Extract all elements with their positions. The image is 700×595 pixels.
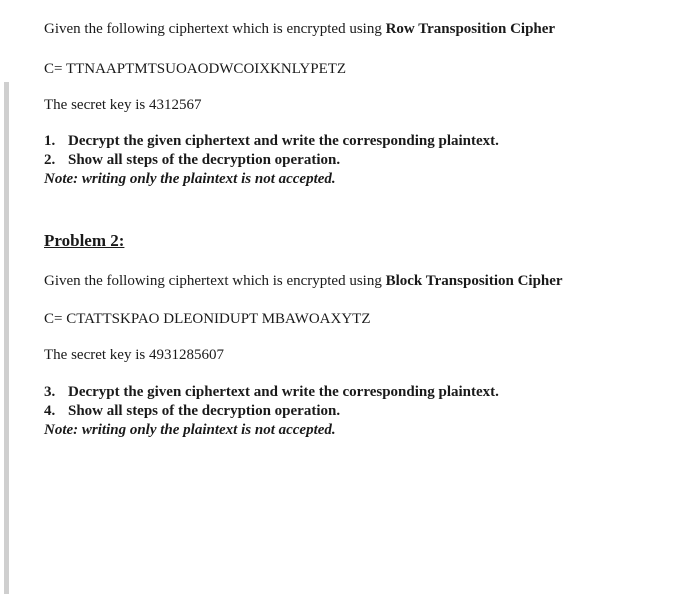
problem2-cipher-name: Block Transposition Cipher xyxy=(385,273,563,289)
problem1-ciphertext: C= TTNAAPTMTSUOAODWCOIXKNLYPETZ xyxy=(44,61,347,77)
item-text: Decrypt the given ciphertext and write the corresponding plaintext. xyxy=(68,384,499,400)
problem1-key: The secret key is 4312567 xyxy=(44,97,202,113)
problem2-intro xyxy=(44,273,563,290)
item-number: 1. xyxy=(44,133,56,149)
margin-bar xyxy=(4,82,9,594)
problem1-item-2 xyxy=(44,152,340,169)
problem1-note: Note: writing only the plaintext is not accepted. xyxy=(44,171,336,187)
problem2-key: The secret key is 4931285607 xyxy=(44,347,224,363)
problem2-note: Note: writing only the plaintext is not accepted. xyxy=(44,422,336,438)
problem2-item-4 xyxy=(44,403,340,420)
problem1-intro-text: Given the following ciphertext which is encrypted using xyxy=(44,21,386,37)
problem2-intro-text: Given the following ciphertext which is encrypted using xyxy=(44,273,386,289)
item-number: 3. xyxy=(44,384,56,400)
item-text: Decrypt the given ciphertext and write the corresponding plaintext. xyxy=(68,133,499,149)
item-number: 4. xyxy=(44,403,56,419)
item-text: Show all steps of the decryption operation. xyxy=(68,403,341,419)
problem1-cipher-name: Row Transposition Cipher xyxy=(385,21,556,37)
problem2-heading: Problem 2: xyxy=(44,231,125,250)
problem2-ciphertext: C= CTATTSKPAO DLEONIDUPT MBAWOAXYTZ xyxy=(44,311,371,327)
item-text: Show all steps of the decryption operation. xyxy=(68,152,341,168)
problem2-item-3 xyxy=(44,384,499,401)
problem1-item-1 xyxy=(44,133,499,150)
problem1-intro xyxy=(44,21,555,38)
item-number: 2. xyxy=(44,152,56,168)
